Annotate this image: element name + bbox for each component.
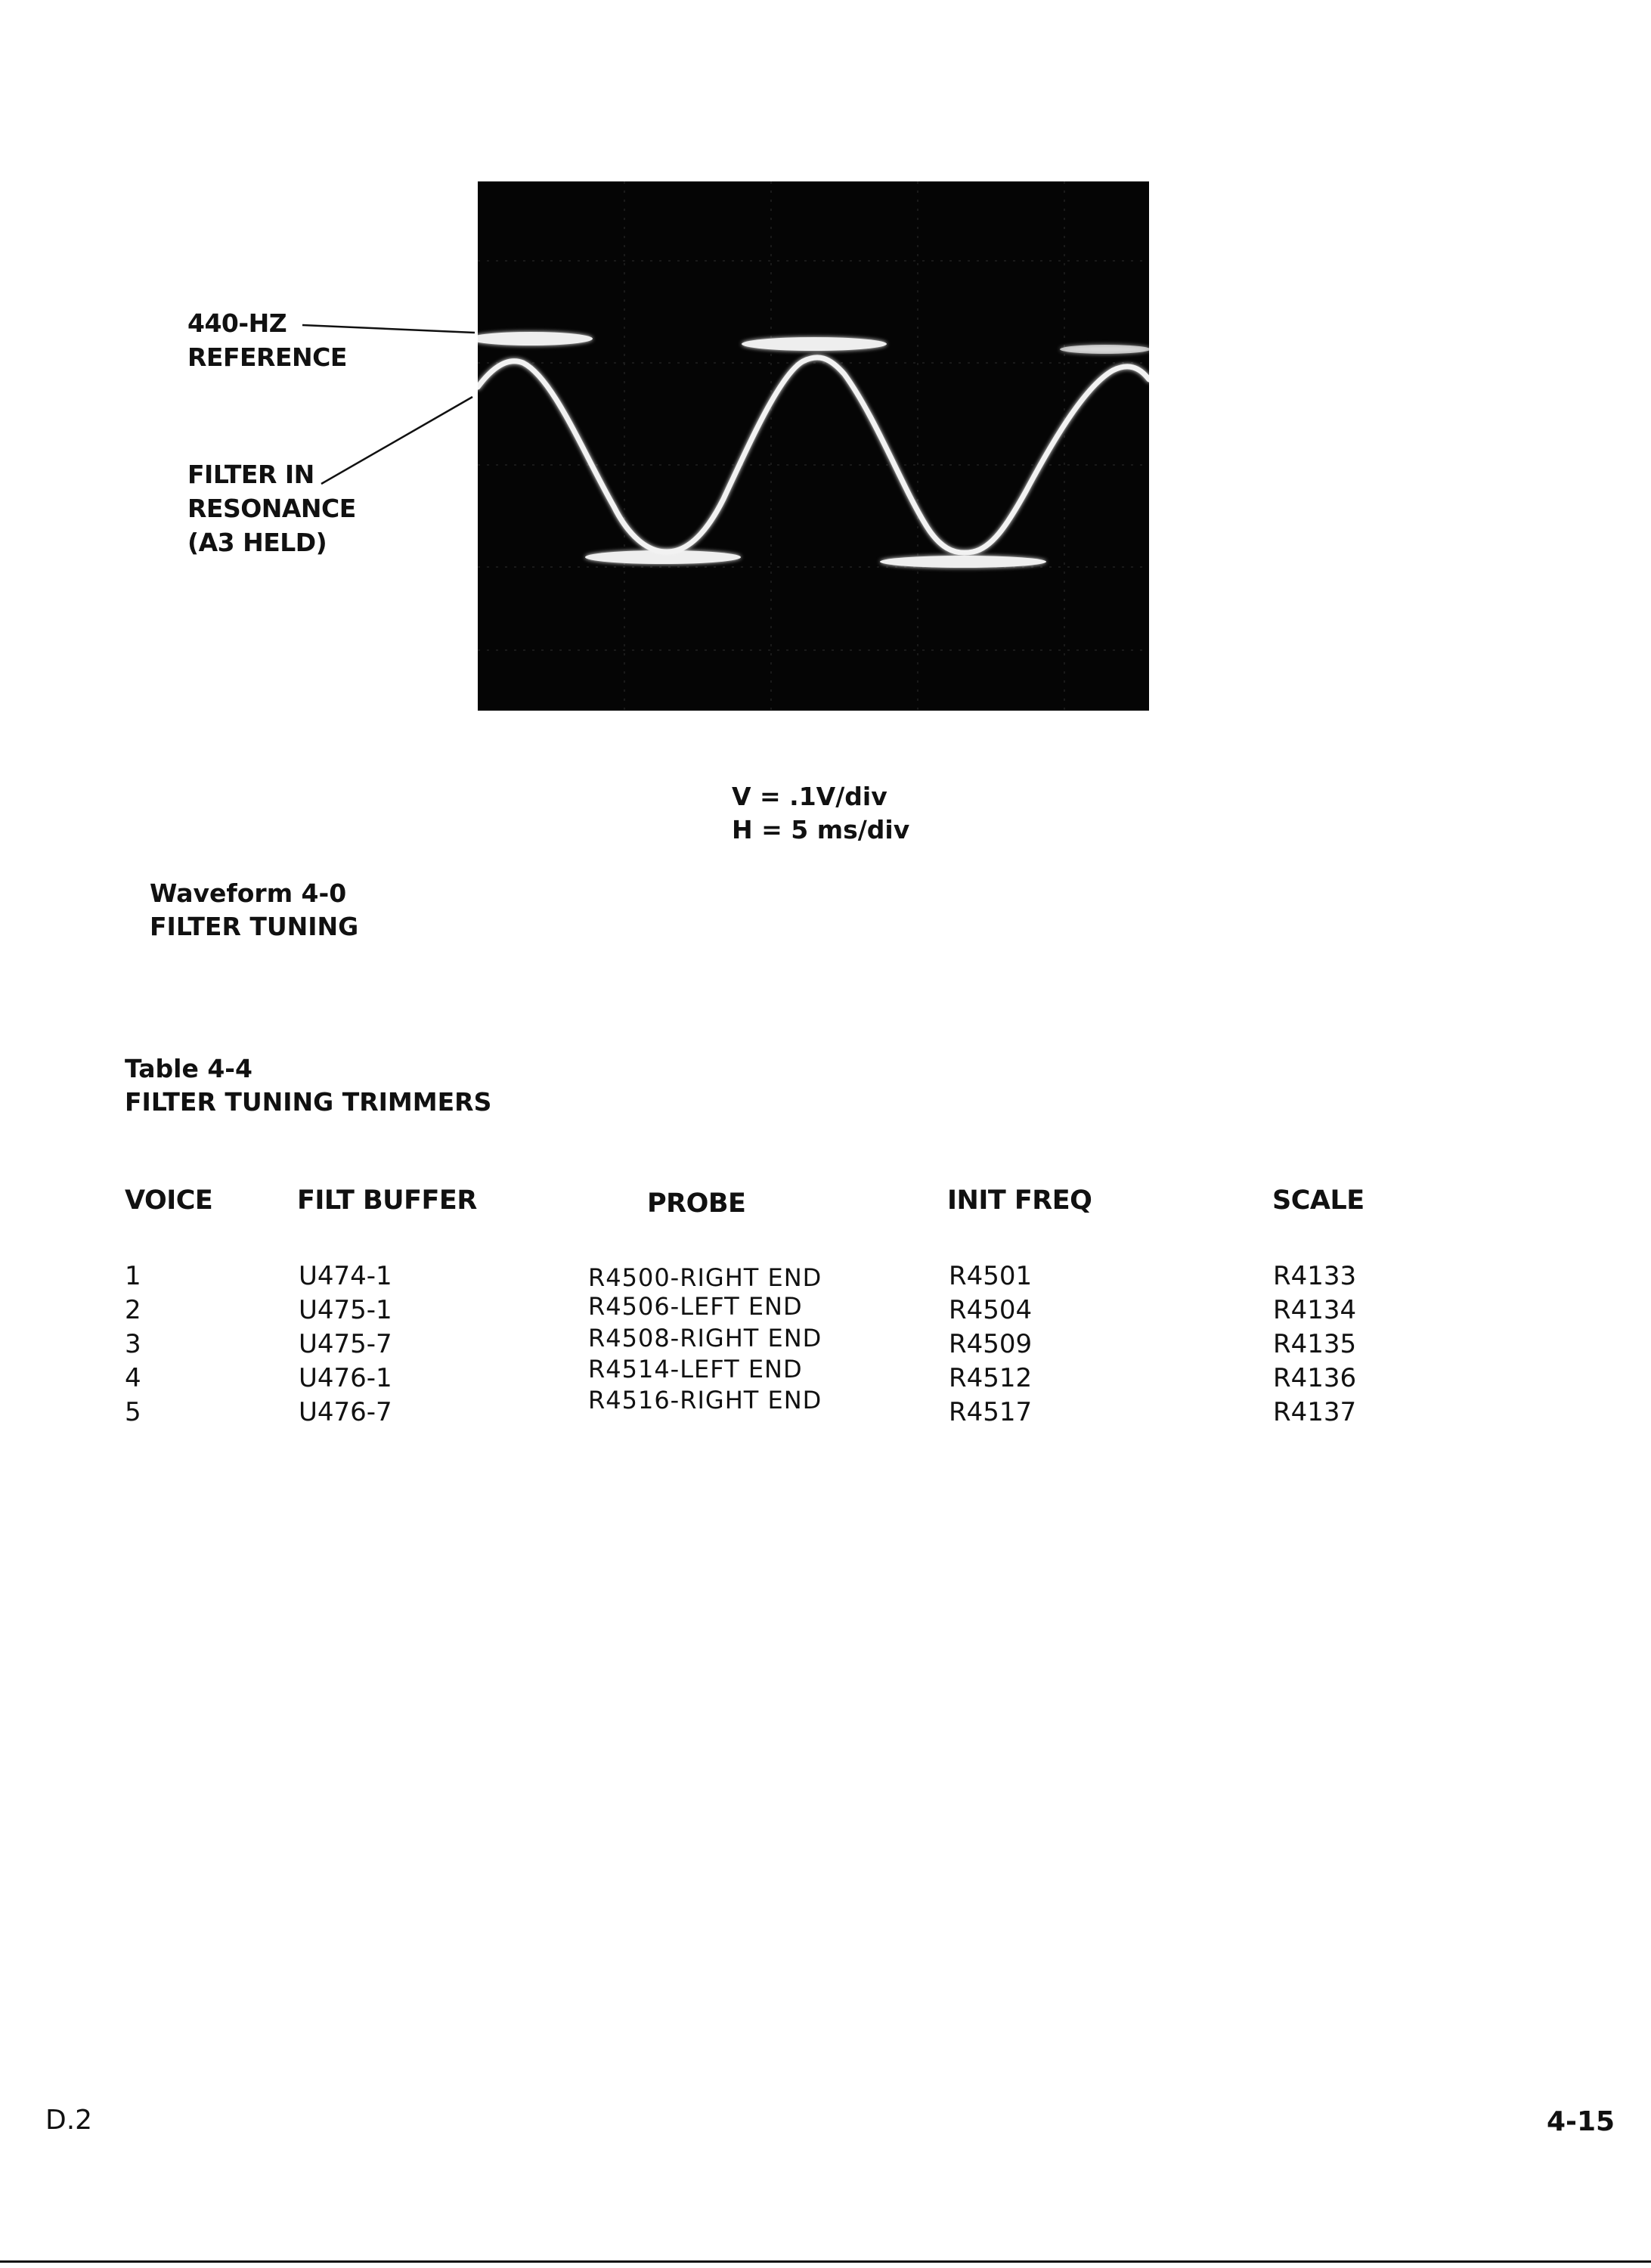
- filter-callout-line3: (A3 HELD): [187, 528, 327, 557]
- table-cell-probe: R4500-RIGHT END: [588, 1263, 822, 1292]
- table-cell-filt-buffer: U476-7: [299, 1397, 392, 1427]
- table-cell-probe: R4508-RIGHT END: [588, 1324, 822, 1352]
- footer-section-code: D.2: [45, 2105, 93, 2136]
- table-cell-probe: R4516-RIGHT END: [588, 1386, 822, 1414]
- filter-leader-line: [321, 397, 472, 484]
- table-cell-init-freq: R4509: [949, 1329, 1033, 1359]
- header-voice: VOICE: [125, 1185, 213, 1216]
- table-cell-voice: 2: [125, 1295, 141, 1325]
- filter-resonance-trace: [478, 358, 1149, 553]
- table-cell-scale: R4134: [1273, 1295, 1357, 1325]
- table-cell-init-freq: R4501: [949, 1261, 1033, 1291]
- filter-callout-line1: FILTER IN: [187, 460, 314, 489]
- table-cell-probe: R4514-LEFT END: [588, 1355, 803, 1383]
- table-cell-filt-buffer: U475-7: [299, 1329, 392, 1359]
- header-scale: SCALE: [1272, 1185, 1364, 1216]
- table-cell-voice: 4: [125, 1363, 141, 1393]
- horizontal-scale: H = 5 ms/div: [732, 815, 910, 844]
- table-cell-scale: R4136: [1273, 1363, 1357, 1393]
- table-cell-init-freq: R4512: [949, 1363, 1033, 1393]
- reference-callout-line1: 440-HZ: [187, 308, 287, 338]
- page-number: 4-15: [1547, 2106, 1615, 2137]
- table-cell-filt-buffer: U474-1: [299, 1261, 392, 1291]
- header-probe: PROBE: [647, 1188, 746, 1219]
- reference-pulse-top-1: [478, 332, 593, 345]
- table-cell-voice: 3: [125, 1329, 141, 1359]
- table-cell-filt-buffer: U476-1: [299, 1363, 392, 1393]
- bottom-rule: [0, 2260, 1651, 2263]
- table-cell-init-freq: R4517: [949, 1397, 1033, 1427]
- scale-settings: [732, 780, 909, 847]
- waveform-number: Waveform 4-0: [150, 878, 347, 908]
- reference-pulse-top-3: [1060, 345, 1149, 354]
- table-cell-probe: R4506-LEFT END: [588, 1292, 803, 1321]
- oscilloscope-photo: [478, 181, 1149, 711]
- table-cell-filt-buffer: U475-1: [299, 1295, 392, 1325]
- table-cell-init-freq: R4504: [949, 1295, 1033, 1325]
- reference-callout-line2: REFERENCE: [187, 342, 347, 372]
- table-cell-scale: R4133: [1273, 1261, 1357, 1291]
- header-filt-buffer: FILT BUFFER: [297, 1185, 477, 1216]
- table-caption: [125, 1052, 491, 1119]
- table-cell-voice: 1: [125, 1261, 141, 1291]
- reference-pulse-top-2: [742, 337, 887, 351]
- reference-leader-line: [302, 325, 475, 333]
- table-cell-scale: R4135: [1273, 1329, 1357, 1359]
- reference-pulse-bottom-2: [880, 556, 1046, 568]
- header-init-freq: INIT FREQ: [947, 1185, 1092, 1216]
- table-title: FILTER TUNING TRIMMERS: [125, 1087, 492, 1117]
- table-cell-scale: R4137: [1273, 1397, 1357, 1427]
- waveform-caption: [150, 877, 358, 943]
- waveform-title: FILTER TUNING: [150, 912, 359, 941]
- vertical-scale: V = .1V/div: [732, 782, 887, 811]
- filter-callout-line2: RESONANCE: [187, 494, 356, 523]
- table-cell-voice: 5: [125, 1397, 141, 1427]
- table-number: Table 4-4: [125, 1054, 252, 1083]
- oscilloscope-trace-svg: [478, 181, 1149, 711]
